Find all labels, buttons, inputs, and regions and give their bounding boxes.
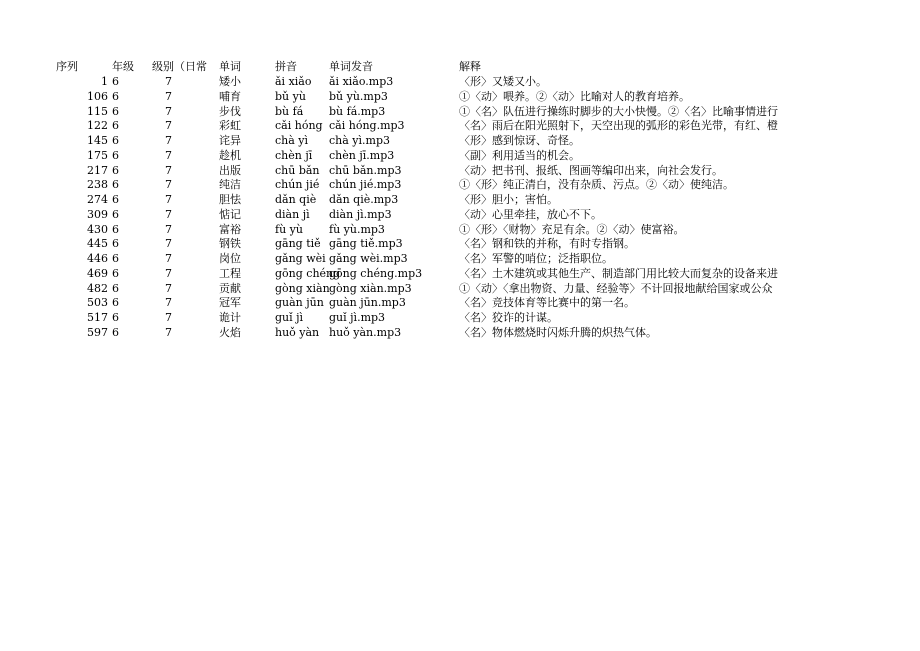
cell-grade[interactable]: 6 xyxy=(112,75,119,88)
cell-level[interactable]: 7 xyxy=(165,193,172,206)
cell-audio[interactable]: huǒ yàn.mp3 xyxy=(329,325,402,339)
cell-word[interactable]: 诡计 xyxy=(219,311,241,324)
cell-pinyin[interactable]: chún jié xyxy=(275,178,320,192)
cell-definition[interactable]: 〈副〉利用适当的机会。 xyxy=(459,148,580,162)
cell-word[interactable]: 工程 xyxy=(219,266,241,280)
cell-level[interactable]: 7 xyxy=(165,119,172,133)
cell-level[interactable]: 7 xyxy=(165,311,172,324)
cell-seq[interactable]: 145 xyxy=(87,134,108,147)
cell-level[interactable]: 7 xyxy=(165,252,172,265)
cell-seq[interactable]: 430 xyxy=(87,222,108,236)
cell-pinyin[interactable]: huǒ yàn xyxy=(275,325,320,339)
table-row xyxy=(0,163,920,178)
cell-pinyin[interactable]: cǎi hóng xyxy=(275,119,323,133)
header-level[interactable]: 级别（日常 xyxy=(152,60,207,73)
cell-level[interactable]: 7 xyxy=(165,207,172,221)
cell-seq[interactable]: 503 xyxy=(87,296,108,310)
cell-word[interactable]: 哺育 xyxy=(219,89,241,103)
cell-pinyin[interactable]: gǎng wèi xyxy=(275,252,326,265)
cell-word[interactable]: 出版 xyxy=(219,163,241,177)
cell-seq[interactable]: 122 xyxy=(87,119,108,133)
cell-pinyin[interactable]: diàn jì xyxy=(275,207,310,221)
cell-level[interactable]: 7 xyxy=(165,75,172,88)
cell-word[interactable]: 彩虹 xyxy=(219,119,241,133)
cell-level[interactable]: 7 xyxy=(165,222,172,236)
cell-level[interactable]: 7 xyxy=(165,163,172,177)
cell-audio[interactable]: gōng chéng.mp3 xyxy=(329,266,423,280)
cell-pinyin[interactable]: chū bǎn xyxy=(275,163,320,177)
table-row xyxy=(0,177,920,192)
cell-audio[interactable]: bǔ yù.mp3 xyxy=(329,89,388,103)
cell-grade[interactable]: 6 xyxy=(112,89,119,103)
cell-audio[interactable]: gāng tiě.mp3 xyxy=(329,237,403,251)
header-audio[interactable]: 单词发音 xyxy=(329,60,373,73)
table-row xyxy=(0,325,920,340)
cell-audio[interactable]: ǎi xiǎo.mp3 xyxy=(329,75,394,88)
cell-seq[interactable]: 597 xyxy=(87,325,108,339)
cell-grade[interactable]: 6 xyxy=(112,222,119,236)
cell-pinyin[interactable]: bǔ yù xyxy=(275,89,306,103)
cell-level[interactable]: 7 xyxy=(165,281,172,295)
cell-grade[interactable]: 6 xyxy=(112,266,119,280)
table-row xyxy=(0,118,920,133)
cell-seq[interactable]: 1 xyxy=(101,75,108,88)
cell-grade[interactable]: 6 xyxy=(112,178,119,192)
cell-word[interactable]: 岗位 xyxy=(219,252,241,265)
cell-audio[interactable]: cǎi hóng.mp3 xyxy=(329,119,405,133)
table-row xyxy=(0,266,920,281)
cell-definition[interactable]: 〈名〉土木建筑或其他生产、制造部门用比较大而复杂的设备来进 xyxy=(459,266,778,280)
cell-grade[interactable]: 6 xyxy=(112,252,119,265)
cell-definition[interactable]: 〈名〉雨后在阳光照射下，天空出现的弧形的彩色光带，有红、橙 xyxy=(459,119,778,133)
table-row xyxy=(0,236,920,251)
cell-level[interactable]: 7 xyxy=(165,134,172,147)
cell-pinyin[interactable]: gāng tiě xyxy=(275,237,321,251)
cell-seq[interactable]: 446 xyxy=(87,252,108,265)
cell-definition[interactable]: 〈动〉心里牵挂，放心不下。 xyxy=(459,207,602,221)
cell-audio[interactable]: guǐ jì.mp3 xyxy=(329,311,386,324)
cell-audio[interactable]: fù yù.mp3 xyxy=(329,222,385,236)
cell-word[interactable]: 胆怯 xyxy=(219,193,241,206)
cell-definition[interactable]: 〈名〉军警的哨位；泛指职位。 xyxy=(459,252,613,265)
cell-seq[interactable]: 106 xyxy=(87,89,108,103)
table-row xyxy=(0,207,920,222)
cell-grade[interactable]: 6 xyxy=(112,119,119,133)
cell-pinyin[interactable]: chèn jī xyxy=(275,148,313,162)
cell-word[interactable]: 纯洁 xyxy=(219,178,241,192)
cell-pinyin[interactable]: guǐ jì xyxy=(275,311,304,324)
cell-audio[interactable]: dǎn qiè.mp3 xyxy=(329,193,399,206)
header-definition[interactable]: 解释 xyxy=(459,60,481,73)
cell-seq[interactable]: 175 xyxy=(87,148,108,162)
cell-grade[interactable]: 6 xyxy=(112,325,119,339)
cell-word[interactable]: 钢铁 xyxy=(219,237,241,251)
cell-word[interactable]: 富裕 xyxy=(219,222,241,236)
cell-audio[interactable]: diàn jì.mp3 xyxy=(329,207,392,221)
cell-level[interactable]: 7 xyxy=(165,237,172,251)
cell-grade[interactable]: 6 xyxy=(112,311,119,324)
cell-word[interactable]: 贡献 xyxy=(219,281,241,295)
table-row xyxy=(0,192,920,207)
cell-word[interactable]: 步伐 xyxy=(219,104,241,118)
cell-seq[interactable]: 517 xyxy=(87,311,108,324)
cell-audio[interactable]: bù fá.mp3 xyxy=(329,104,386,118)
cell-level[interactable]: 7 xyxy=(165,178,172,192)
cell-seq[interactable]: 217 xyxy=(87,163,108,177)
cell-word[interactable]: 趁机 xyxy=(219,148,241,162)
cell-pinyin[interactable]: bù fá xyxy=(275,104,304,118)
cell-audio[interactable]: chū bǎn.mp3 xyxy=(329,163,402,177)
cell-audio[interactable]: chà yì.mp3 xyxy=(329,134,390,147)
cell-audio[interactable]: chún jié.mp3 xyxy=(329,178,402,192)
cell-level[interactable]: 7 xyxy=(165,148,172,162)
cell-grade[interactable]: 6 xyxy=(112,296,119,310)
cell-pinyin[interactable]: dǎn qiè xyxy=(275,193,317,206)
cell-audio[interactable]: guàn jūn.mp3 xyxy=(329,296,406,310)
table-row xyxy=(0,104,920,119)
cell-word[interactable]: 惦记 xyxy=(219,207,241,221)
cell-level[interactable]: 7 xyxy=(165,89,172,103)
cell-level[interactable]: 7 xyxy=(165,266,172,280)
cell-grade[interactable]: 6 xyxy=(112,193,119,206)
cell-grade[interactable]: 6 xyxy=(112,207,119,221)
cell-definition[interactable]: ①〈形〉纯正清白，没有杂质、污点。②〈动〉使纯洁。 xyxy=(459,178,734,192)
cell-audio[interactable]: chèn jī.mp3 xyxy=(329,148,395,162)
cell-word[interactable]: 火焰 xyxy=(219,325,241,339)
cell-definition[interactable]: 〈名〉竞技体育等比赛中的第一名。 xyxy=(459,296,635,310)
cell-definition[interactable]: ①〈动〉喂养。②〈动〉比喻对人的教育培养。 xyxy=(459,89,690,103)
cell-definition[interactable]: 〈动〉把书刊、报纸、图画等编印出来，向社会发行。 xyxy=(459,163,723,177)
cell-pinyin[interactable]: ǎi xiǎo xyxy=(275,75,312,88)
header-word[interactable]: 单词 xyxy=(219,60,241,73)
table-row xyxy=(0,295,920,310)
cell-definition[interactable]: 〈名〉物体燃烧时闪烁升腾的炽热气体。 xyxy=(459,325,657,339)
cell-pinyin[interactable]: gōng chéng xyxy=(275,266,341,280)
cell-seq[interactable]: 238 xyxy=(87,178,108,192)
table-row xyxy=(0,281,920,296)
header-pinyin[interactable]: 拼音 xyxy=(275,60,297,73)
table-row xyxy=(0,133,920,148)
header-row xyxy=(0,59,920,74)
cell-seq[interactable]: 482 xyxy=(87,281,108,295)
cell-definition[interactable]: 〈形〉又矮又小。 xyxy=(459,75,547,88)
cell-audio[interactable]: gǎng wèi.mp3 xyxy=(329,252,408,265)
cell-seq[interactable]: 469 xyxy=(87,266,108,280)
cell-word[interactable]: 诧异 xyxy=(219,134,241,147)
cell-seq[interactable]: 115 xyxy=(87,104,108,118)
cell-level[interactable]: 7 xyxy=(165,296,172,310)
cell-grade[interactable]: 6 xyxy=(112,134,119,147)
table-row xyxy=(0,74,920,89)
cell-pinyin[interactable]: guàn jūn xyxy=(275,296,324,310)
cell-definition[interactable]: ①〈形〉〈财物〉充足有余。②〈动〉使富裕。 xyxy=(459,222,685,236)
cell-seq[interactable]: 274 xyxy=(87,193,108,206)
cell-grade[interactable]: 6 xyxy=(112,148,119,162)
table-row xyxy=(0,89,920,104)
cell-definition[interactable]: ①〈动〉〈拿出物资、力量、经验等〉不计回报地献给国家或公众 xyxy=(459,281,773,295)
table-row xyxy=(0,251,920,266)
cell-pinyin[interactable]: gòng xiàn xyxy=(275,281,330,295)
table-row xyxy=(0,148,920,163)
header-grade[interactable]: 年级 xyxy=(112,60,134,73)
table-row xyxy=(0,222,920,237)
cell-grade[interactable]: 6 xyxy=(112,104,119,118)
table-row xyxy=(0,310,920,325)
cell-level[interactable]: 7 xyxy=(165,104,172,118)
header-seq[interactable]: 序列 xyxy=(56,60,78,73)
cell-definition[interactable]: 〈名〉钢和铁的并称，有时专指钢。 xyxy=(459,237,635,251)
cell-pinyin[interactable]: chà yì xyxy=(275,134,309,147)
cell-definition[interactable]: 〈形〉胆小；害怕。 xyxy=(459,193,558,206)
cell-word[interactable]: 冠军 xyxy=(219,296,241,310)
cell-grade[interactable]: 6 xyxy=(112,163,119,177)
cell-pinyin[interactable]: fù yù xyxy=(275,222,303,236)
cell-seq[interactable]: 309 xyxy=(87,207,108,221)
cell-definition[interactable]: 〈形〉感到惊讶、奇怪。 xyxy=(459,134,580,147)
cell-grade[interactable]: 6 xyxy=(112,281,119,295)
cell-seq[interactable]: 445 xyxy=(87,237,108,251)
cell-level[interactable]: 7 xyxy=(165,325,172,339)
cell-audio[interactable]: gòng xiàn.mp3 xyxy=(329,281,412,295)
cell-grade[interactable]: 6 xyxy=(112,237,119,251)
cell-word[interactable]: 矮小 xyxy=(219,75,241,88)
cell-definition[interactable]: 〈名〉狡诈的计谋。 xyxy=(459,311,558,324)
cell-definition[interactable]: ①〈名〉队伍进行操练时脚步的大小快慢。②〈名〉比喻事情进行 xyxy=(459,104,778,118)
